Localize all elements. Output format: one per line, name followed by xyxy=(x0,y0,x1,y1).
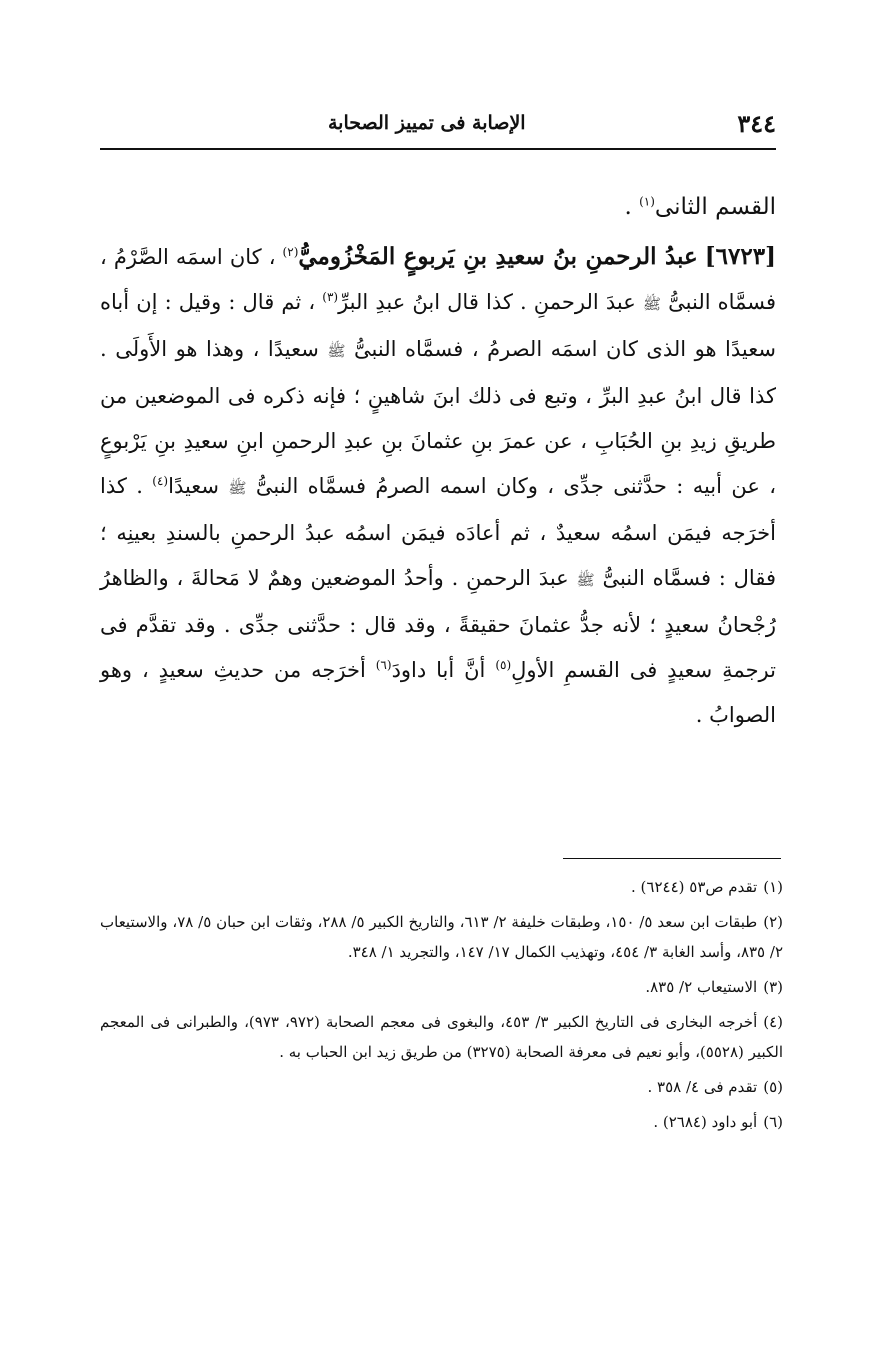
footnote-text: طبقات ابن سعد ٥/ ١٥٠، وطبقات خليفة ٢/ ٦١٣، والتاريخ الكبير ٥/ ٢٨٨، وثقات ابن حبان ٥/ ٧٨، والاستيعاب ٢/ ٨٣٥، وأسد الغابة ٣/ ٤٥٤، وتهذيب الكمال ١٧/ ١٤٧، والتجريد ١/ ٣٤٨. xyxy=(100,913,783,961)
entry-number: [٦٧٢٣] xyxy=(704,243,776,270)
honorific-glyph: ﷺ xyxy=(576,571,595,589)
honorific-glyph: ﷺ xyxy=(642,295,661,313)
footnote xyxy=(100,972,783,1002)
footnote-text: الاستيعاب ٢/ ٨٣٥. xyxy=(645,978,758,996)
footnote xyxy=(100,872,783,902)
text-segment: ، ثم قال : وقيل : إن أباه سعيدًا هو الذى كان اسمَه الصرمُ ، فسمَّاه النبىُّ xyxy=(100,290,776,361)
page-number: ٣٤٤ xyxy=(737,108,776,138)
header-rule xyxy=(100,148,776,150)
main-text xyxy=(100,185,776,738)
footnote-ref-4[interactable]: (٤) xyxy=(152,474,169,488)
text-segment: عبدَ الرحمنِ . كذا قال ابنُ عبدِ البرِّ xyxy=(338,290,636,314)
running-title: الإصابة فى تمييز الصحابة xyxy=(328,112,526,134)
footnote xyxy=(100,1007,783,1067)
text-segment: أخرَجه من حديثِ سعيدٍ ، وهو الصوابُ . xyxy=(100,658,776,727)
footnote xyxy=(100,907,783,967)
footnote-ref-1[interactable]: (١) xyxy=(639,194,655,209)
footnote-text: أخرجه البخارى فى التاريخ الكبير ٣/ ٤٥٣، والبغوى فى معجم الصحابة (٩٧٢، ٩٧٣)، والطبرانى فى المعجم الكبير (٥٥٢٨)، وأبو نعيم فى معرفة الصحابة (٣٢٧٥) من طريق زيد ابن الحباب به . xyxy=(100,1013,783,1061)
honorific-glyph: ﷺ xyxy=(228,479,247,497)
footnote xyxy=(100,1107,783,1137)
section-title: القسم الثانى xyxy=(654,194,776,220)
text-segment: أنَّ أبا داودَ xyxy=(391,658,486,682)
page-header xyxy=(100,108,776,138)
text-segment: . كذا أخرَجه فيمَن اسمُه سعيدٌ ، ثم أعادَه فيمَن اسمُه عبدُ الرحمنِ بالسندِ بعينِه ؛ فقال : فسمَّاه النبىُّ xyxy=(100,474,776,590)
footnote-ref-6[interactable]: (٦) xyxy=(375,658,392,672)
footnote-mark: (٣) xyxy=(763,978,783,996)
text-segment: ، كان اسمَه الصَّرْمُ ، فسمَّاه النبىُّ xyxy=(100,245,776,314)
footnote-mark: (٦) xyxy=(763,1113,783,1131)
footnote-mark: (٢) xyxy=(763,913,783,931)
footnote-mark: (١) xyxy=(763,878,783,896)
footnote-text: تقدم فى ٤/ ٣٥٨ . xyxy=(647,1078,758,1096)
footnote-mark: (٤) xyxy=(763,1013,784,1031)
text-segment: سعيدًا xyxy=(168,474,220,498)
footnote-ref-5[interactable]: (٥) xyxy=(495,658,512,672)
section-heading: القسم الثانى$^{(١)}$ . xyxy=(624,194,776,220)
footnote-ref-3[interactable]: (٣) xyxy=(322,290,339,304)
honorific-glyph: ﷺ xyxy=(327,342,346,360)
footnote xyxy=(100,1072,783,1102)
footnote-rule xyxy=(563,858,781,859)
text-segment: عبدَ الرحمنِ . وأحدُ الموضعين وهمٌ لا مَحالةَ ، والظاهرُ رُجْحانُ سعيدٍ ؛ لأنه جدُّ عثمانَ حقيقةً ، وقد قال : حدَّثنى جدِّى . وقد تقدَّم فى ترجمةِ سعيدٍ فى القسمِ الأولِ xyxy=(100,566,776,682)
entry-paragraph xyxy=(100,234,776,738)
footnote-text: تقدم ص٥٣ (٦٢٤٤) . xyxy=(631,878,758,896)
footnotes xyxy=(100,872,783,1142)
footnote-ref-2[interactable]: (٢) xyxy=(282,245,299,259)
footnote-text: أبو داود (٢٦٨٤) . xyxy=(653,1113,758,1131)
footnote-mark: (٥) xyxy=(763,1078,783,1096)
text-segment: سعيدًا ، وهذا هو الأَولَى . كذا قال ابنُ عبدِ البرِّ ، وتبع فى ذلك ابنَ شاهينٍ ؛ فإنه ذكره فى الموضعين من طريقِ زيدِ بنِ الحُبَابِ ، عن عمرَ بنِ عثمانَ بنِ عبدِ الرحمنِ ابنِ سعيدِ بنِ يَرْبوعٍ ، عن أبيه : حدَّثنى جدِّى ، وكان اسمه الصرمُ فسمَّاه النبىُّ xyxy=(100,337,776,498)
entry-name: عبدُ الرحمنِ بنُ سعيدِ بنِ يَربوعٍ المَخْزُوميُّ xyxy=(298,243,698,270)
